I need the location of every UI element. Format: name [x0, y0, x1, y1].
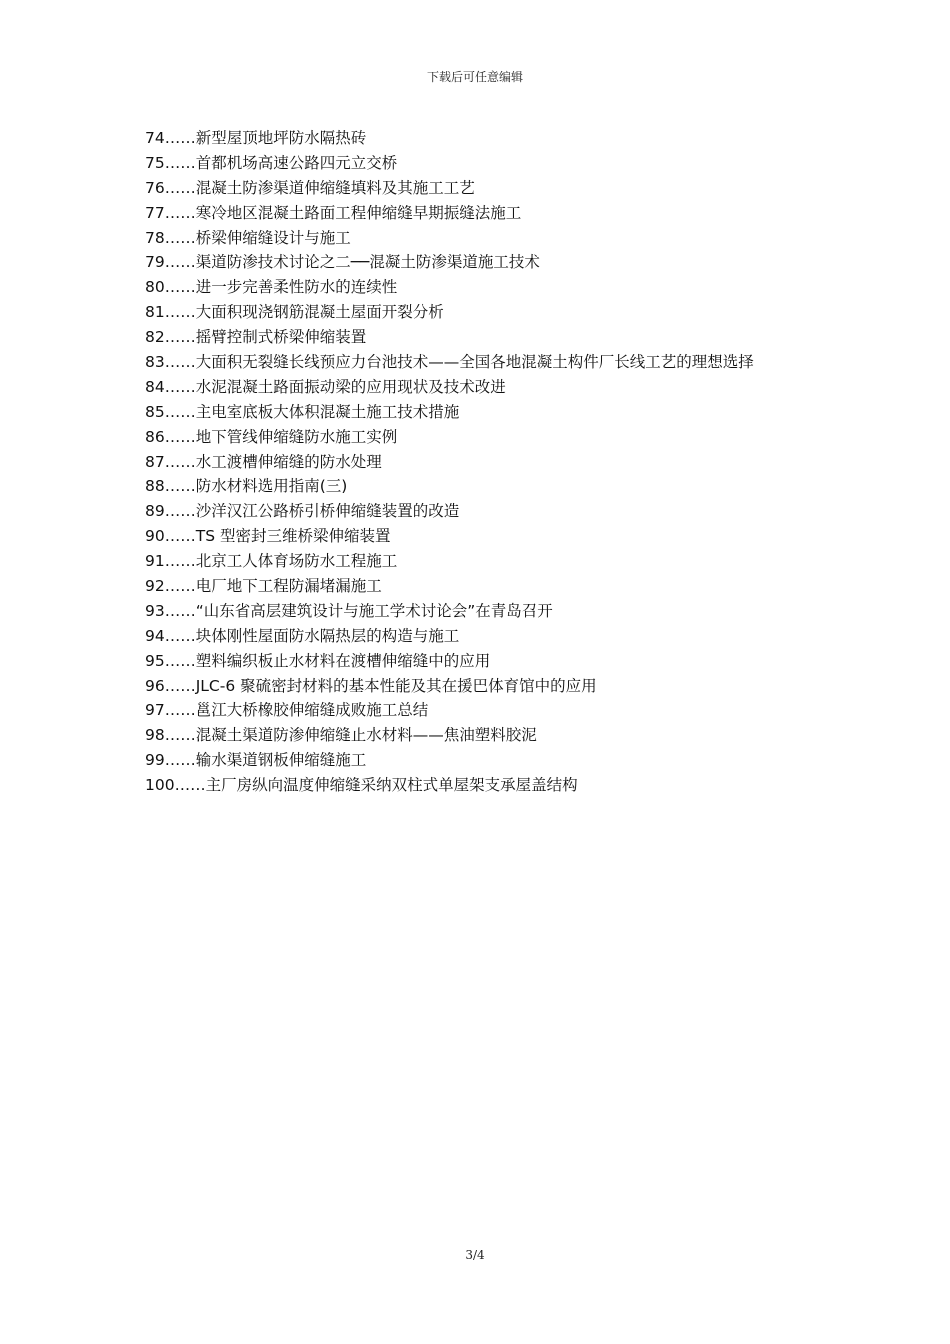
list-item: 92……电厂地下工程防漏堵漏施工: [145, 577, 382, 596]
list-item: 94……块体刚性屋面防水隔热层的构造与施工: [145, 626, 460, 645]
list-item: 98……混凝土渠道防渗伸缩缝止水材料——焦油塑料胶泥: [145, 726, 537, 745]
list-item: 90……TS 型密封三维桥梁伸缩装置: [145, 527, 391, 546]
list-item: 91……北京工人体育场防水工程施工: [145, 552, 398, 571]
list-item: 77……寒冷地区混凝土路面工程伸缩缝早期振缝法施工: [145, 203, 522, 222]
page-number: 3/4: [465, 1248, 485, 1262]
entry-list: [145, 126, 754, 798]
list-item: 95……塑料编织板止水材料在渡槽伸缩缝中的应用: [145, 651, 491, 670]
list-item: 86……地下管线伸缩缝防水施工实例: [145, 427, 398, 446]
list-item: 97……邕江大桥橡胶伸缩缝成败施工总结: [145, 701, 429, 720]
list-item: 84……水泥混凝土路面振动梁的应用现状及技术改进: [145, 377, 506, 396]
list-item: 74……新型屋顶地坪防水隔热砖: [145, 129, 367, 147]
list-item: 100……主厂房纵向温度伸缩缝采纳双柱式单屋架支承屋盖结构: [145, 776, 578, 795]
list-item: 87……水工渡槽伸缩缝的防水处理: [145, 452, 382, 471]
list-item: 96……JLC-6 聚硫密封材料的基本性能及其在援巴体育馆中的应用: [145, 676, 597, 695]
list-item: 80……进一步完善柔性防水的连续性: [145, 278, 398, 297]
list-item: 82……摇臂控制式桥梁伸缩装置: [145, 328, 367, 347]
list-item: 76……混凝土防渗渠道伸缩缝填料及其施工工艺: [145, 178, 475, 197]
list-item: 83……大面积无裂缝长线预应力台池技术——全国各地混凝土构件厂长线工艺的理想选择: [145, 353, 754, 372]
list-item: 81……大面积现浇钢筋混凝土屋面开裂分析: [145, 303, 444, 322]
list-item: 88……防水材料选用指南(三): [145, 477, 348, 496]
list-item: 79……渠道防渗技术讨论之二──混凝土防渗渠道施工技术: [145, 253, 540, 272]
list-item: 78……桥梁伸缩缝设计与施工: [145, 228, 351, 247]
list-item: 75……首都机场高速公路四元立交桥: [145, 153, 398, 172]
page-header: 下载后可任意编辑: [426, 70, 523, 84]
list-item: 93……“山东省高层建筑设计与施工学术讨论会”在青岛召开: [145, 601, 553, 620]
list-item: 85……主电室底板大体积混凝土施工技术措施: [145, 402, 460, 421]
list-item: 89……沙洋汉江公路桥引桥伸缩缝装置的改造: [145, 502, 460, 521]
list-item: 99……输水渠道钢板伸缩缝施工: [145, 751, 367, 770]
